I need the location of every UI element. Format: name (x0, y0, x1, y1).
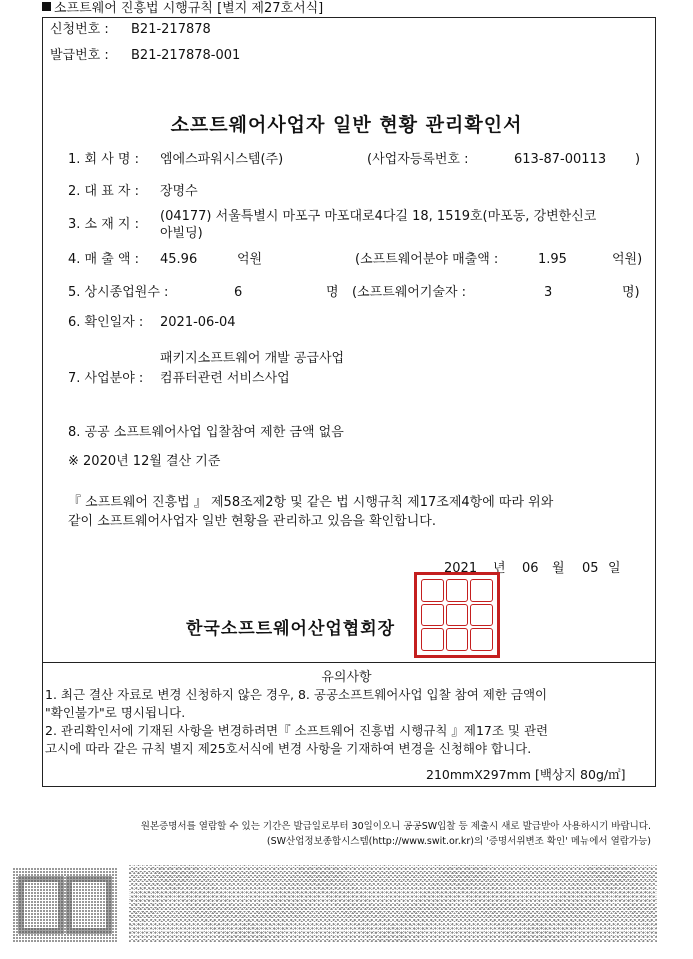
official-seal (414, 572, 500, 658)
issue-year-unit: 년 (493, 561, 506, 576)
square-bullet-icon (42, 2, 51, 11)
watermark-glyph-icon (18, 876, 64, 934)
representative-label: 2. 대 표 자 : (68, 184, 139, 199)
note-1-line-2: "확인불가"로 명시됩니다. (45, 705, 186, 720)
footer-line-1: 원본증명서를 열람할 수 있는 기간은 발급일로부터 30일이오니 공공SW입찰 등 제출시 새로 발급받아 사용하시기 바랍니다. (140, 821, 651, 832)
application-number-value: B21-217878 (131, 22, 211, 37)
business-field-item-2: 컴퓨터관련 서비스사업 (160, 371, 290, 386)
sw-engineers-value: 3 (544, 285, 553, 300)
issue-day: 05 (582, 561, 599, 576)
issue-number-label: 발급번호 : (50, 48, 109, 63)
form-header-text: 소프트웨어 진흥법 시행규칙 [별지 제27호서식] (54, 1, 324, 16)
company-label: 1. 회 사 명 : (68, 152, 139, 167)
business-field-item-1: 패키지소프트웨어 개발 공급사업 (160, 351, 345, 366)
business-reg-label: (사업자등록번호 : (367, 152, 469, 167)
notes-heading: 유의사항 (321, 670, 372, 685)
company-name: 엠에스파워시스템(주) (160, 152, 284, 167)
document-title: 소프트웨어사업자 일반 현황 관리확인서 (170, 114, 523, 136)
representative-name: 장명수 (160, 184, 198, 199)
watermark-glyph-icon (66, 876, 112, 934)
sw-sales-label: (소프트웨어분야 매출액 : (355, 252, 499, 267)
issue-month: 06 (522, 561, 539, 576)
issue-month-unit: 월 (552, 561, 565, 576)
settlement-basis-note: ※ 2020년 12월 결산 기준 (68, 454, 221, 469)
original-watermark-stamp (12, 868, 117, 943)
sw-engineers-label: (소프트웨어기술자 : (352, 285, 467, 300)
security-pattern (129, 865, 657, 943)
address-label: 3. 소 재 지 : (68, 217, 139, 232)
sales-label: 4. 매 출 액 : (68, 252, 139, 267)
sw-sales-unit: 억원) (612, 252, 643, 267)
address-line-2: 아빌딩) (160, 226, 203, 241)
application-number-label: 신청번호 : (50, 22, 109, 37)
sales-unit: 억원 (237, 252, 263, 267)
employees-value: 6 (234, 285, 243, 300)
note-2-line-2: 고시에 따라 같은 규칙 별지 제25호서식에 변경 사항을 기재하여 변경을 신청해야 합니다. (45, 741, 532, 756)
issuer-name: 한국소프트웨어산업협회장 (186, 619, 396, 639)
confirm-date-value: 2021-06-04 (160, 315, 236, 330)
sw-sales-value: 1.95 (538, 252, 567, 267)
business-reg-close: ) (635, 152, 641, 167)
issue-number-value: B21-217878-001 (131, 48, 241, 63)
footer-line-2: (SW산업정보종합시스템(http://www.swit.or.kr)의 '증명서위변조 확인' 메뉴에서 열람가능) (266, 836, 651, 847)
statement-line-2: 같이 소프트웨어사업자 일반 현황을 관리하고 있음을 확인합니다. (68, 514, 436, 529)
confirm-date-label: 6. 확인일자 : (68, 315, 144, 330)
address-line-1: (04177) 서울특별시 마포구 마포대로4다길 18, 1519호(마포동, 강변한신코 (160, 209, 597, 224)
form-header-tab (42, 0, 329, 17)
issue-year: 2021 (444, 561, 478, 576)
statement-line-1: 『 소프트웨어 진흥법 』 제58조제2항 및 같은 법 시행규칙 제17조제4항에 따라 위와 (68, 495, 554, 510)
paper-spec: 210mmX297mm [백상지 80g/㎡] (426, 767, 626, 782)
business-reg-number: 613-87-00113 (514, 152, 607, 167)
employees-unit: 명 (326, 285, 339, 300)
employees-label: 5. 상시종업원수 : (68, 285, 169, 300)
sales-value: 45.96 (160, 252, 198, 267)
business-field-label: 7. 사업분야 : (68, 371, 144, 386)
public-bid-limit: 8. 공공 소프트웨어사업 입찰참여 제한 금액 없음 (68, 425, 344, 440)
note-2-line-1: 2. 관리확인서에 기재된 사항을 변경하려면『 소프트웨어 진흥법 시행규칙 』제17조 및 관련 (45, 723, 549, 738)
notes-divider (42, 662, 656, 663)
note-1-line-1: 1. 최근 결산 자료로 변경 신청하지 않은 경우, 8. 공공소프트웨어사업 입찰 참여 제한 금액이 (45, 687, 548, 702)
sw-engineers-unit: 명) (622, 285, 640, 300)
issue-day-unit: 일 (608, 561, 621, 576)
